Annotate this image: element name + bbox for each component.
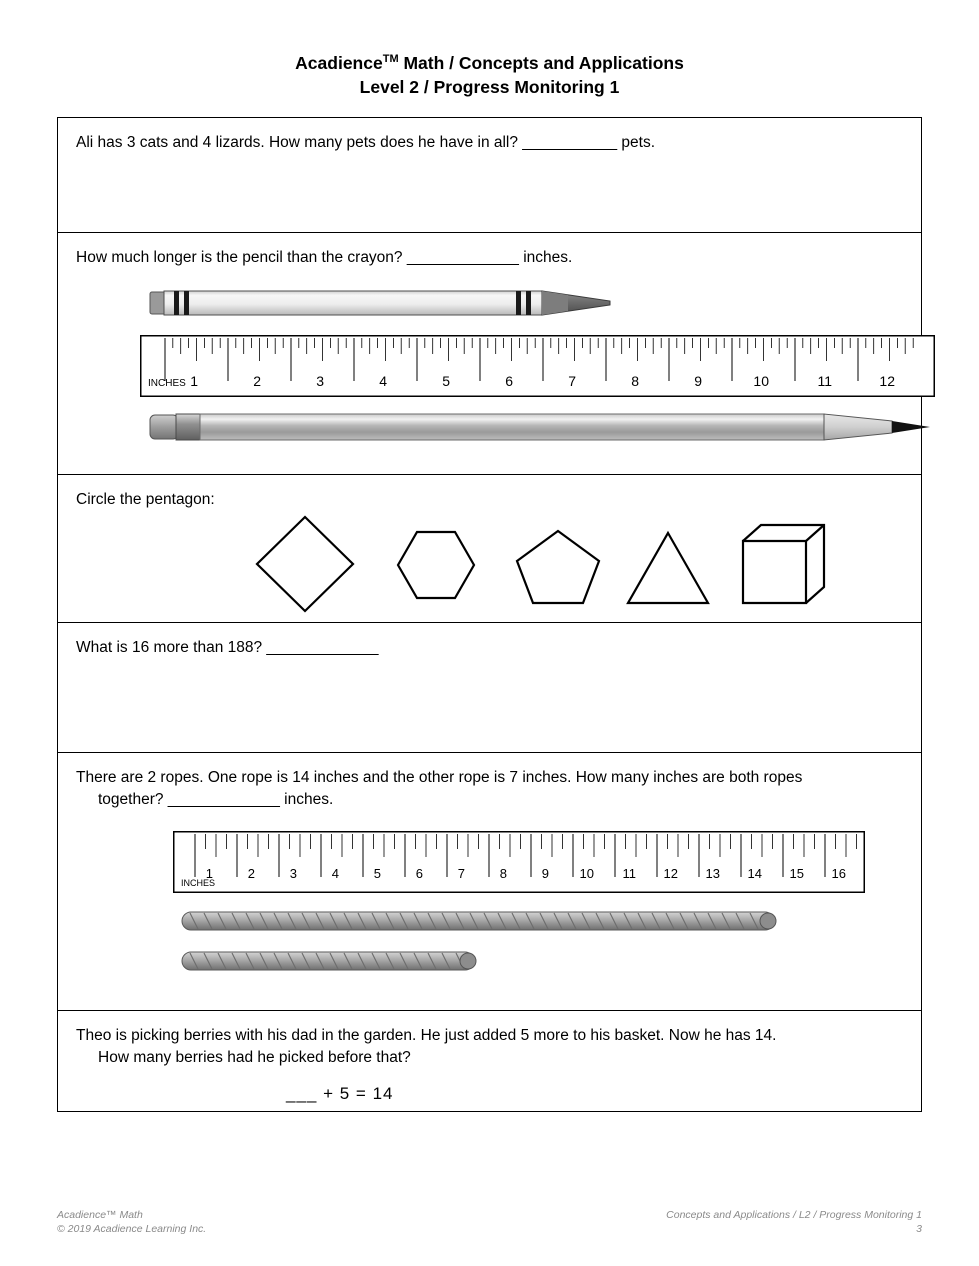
question-11 — [58, 753, 921, 1011]
shape-triangle — [628, 533, 708, 603]
svg-text:1: 1 — [205, 866, 213, 881]
svg-text:4: 4 — [331, 866, 339, 881]
svg-text:15: 15 — [789, 866, 804, 881]
footer-assessment-label: Concepts and Applications / L2 / Progress Monitoring 1 — [666, 1208, 922, 1221]
shape-pentagon — [517, 531, 599, 603]
question-11-text — [58, 753, 921, 812]
page-footer — [57, 1208, 922, 1236]
svg-text:7: 7 — [568, 373, 576, 389]
question-12-line-1: Theo is picking berries with his dad in the garden. He just added 5 more to his basket. Now he has 14. — [76, 1027, 777, 1044]
footer-product: Acadience™ Math — [57, 1208, 143, 1221]
question-7 — [58, 118, 921, 233]
question-12-text — [58, 1011, 921, 1070]
questions-sheet — [57, 117, 922, 1112]
question-10 — [58, 623, 921, 753]
question-11-line-2: together? _____________ inches. — [98, 791, 334, 809]
svg-text:10: 10 — [579, 866, 594, 881]
svg-text:5: 5 — [442, 373, 450, 389]
ruler-12-inch — [140, 335, 935, 402]
svg-text:3: 3 — [316, 373, 324, 389]
question-12-line-2: How many berries had he picked before that? — [98, 1049, 411, 1067]
question-7-text: Ali has 3 cats and 4 lizards. How many pets does he have in all? ___________ pets. — [76, 134, 656, 151]
question-8-text: How much longer is the pencil than the crayon? _____________ inches. — [76, 249, 573, 266]
shape-hexagon — [398, 532, 474, 598]
svg-text:6: 6 — [415, 866, 423, 881]
svg-text:9: 9 — [694, 373, 702, 389]
svg-text:1: 1 — [190, 373, 198, 389]
svg-text:9: 9 — [541, 866, 549, 881]
svg-text:5: 5 — [373, 866, 381, 881]
title-line-2: Level 2 / Progress Monitoring 1 — [359, 76, 620, 97]
footer-page-number: 3 — [916, 1222, 922, 1235]
svg-text:INCHES: INCHES — [181, 878, 216, 888]
shape-diamond — [257, 517, 353, 611]
shape-cube — [743, 541, 806, 603]
svg-text:12: 12 — [879, 373, 895, 389]
ruler-16-inch — [173, 831, 865, 898]
title-brand: Acadience — [295, 53, 383, 73]
question-8 — [58, 233, 921, 475]
svg-text:4: 4 — [379, 373, 387, 389]
question-9-text: Circle the pentagon: — [76, 491, 215, 508]
svg-text:16: 16 — [831, 866, 846, 881]
pencil-image — [148, 405, 938, 456]
svg-text:14: 14 — [747, 866, 762, 881]
rope-short-image — [176, 949, 486, 978]
svg-text:7: 7 — [457, 866, 465, 881]
svg-text:11: 11 — [622, 866, 636, 881]
footer-copyright: © 2019 Acadience Learning Inc. — [57, 1222, 207, 1235]
shape-choices — [253, 513, 873, 620]
page-title — [0, 0, 979, 99]
footer-right — [666, 1208, 922, 1236]
title-line-1 — [0, 52, 979, 76]
footer-left — [57, 1208, 206, 1236]
svg-text:13: 13 — [705, 866, 720, 881]
title-subject: Math / Concepts and Applications — [398, 53, 684, 73]
trademark-mark: TM — [382, 53, 399, 66]
svg-text:2: 2 — [247, 866, 255, 881]
rope-long-image — [176, 909, 786, 938]
crayon-image — [148, 283, 618, 328]
question-9 — [58, 475, 921, 623]
svg-text:12: 12 — [663, 866, 678, 881]
svg-text:11: 11 — [817, 373, 832, 389]
svg-text:10: 10 — [753, 373, 769, 389]
svg-text:3: 3 — [289, 866, 297, 881]
question-11-line-1: There are 2 ropes. One rope is 14 inches and the other rope is 7 inches. How many inches are both ropes — [76, 769, 803, 786]
svg-text:INCHES: INCHES — [148, 378, 186, 389]
question-12-equation: ___ + 5 = 14 — [286, 1083, 394, 1103]
svg-text:2: 2 — [253, 373, 261, 389]
question-10-text: What is 16 more than 188? _____________ — [76, 639, 379, 656]
svg-text:6: 6 — [505, 373, 513, 389]
svg-text:8: 8 — [631, 373, 639, 389]
question-12 — [58, 1011, 921, 1111]
svg-text:8: 8 — [499, 866, 507, 881]
